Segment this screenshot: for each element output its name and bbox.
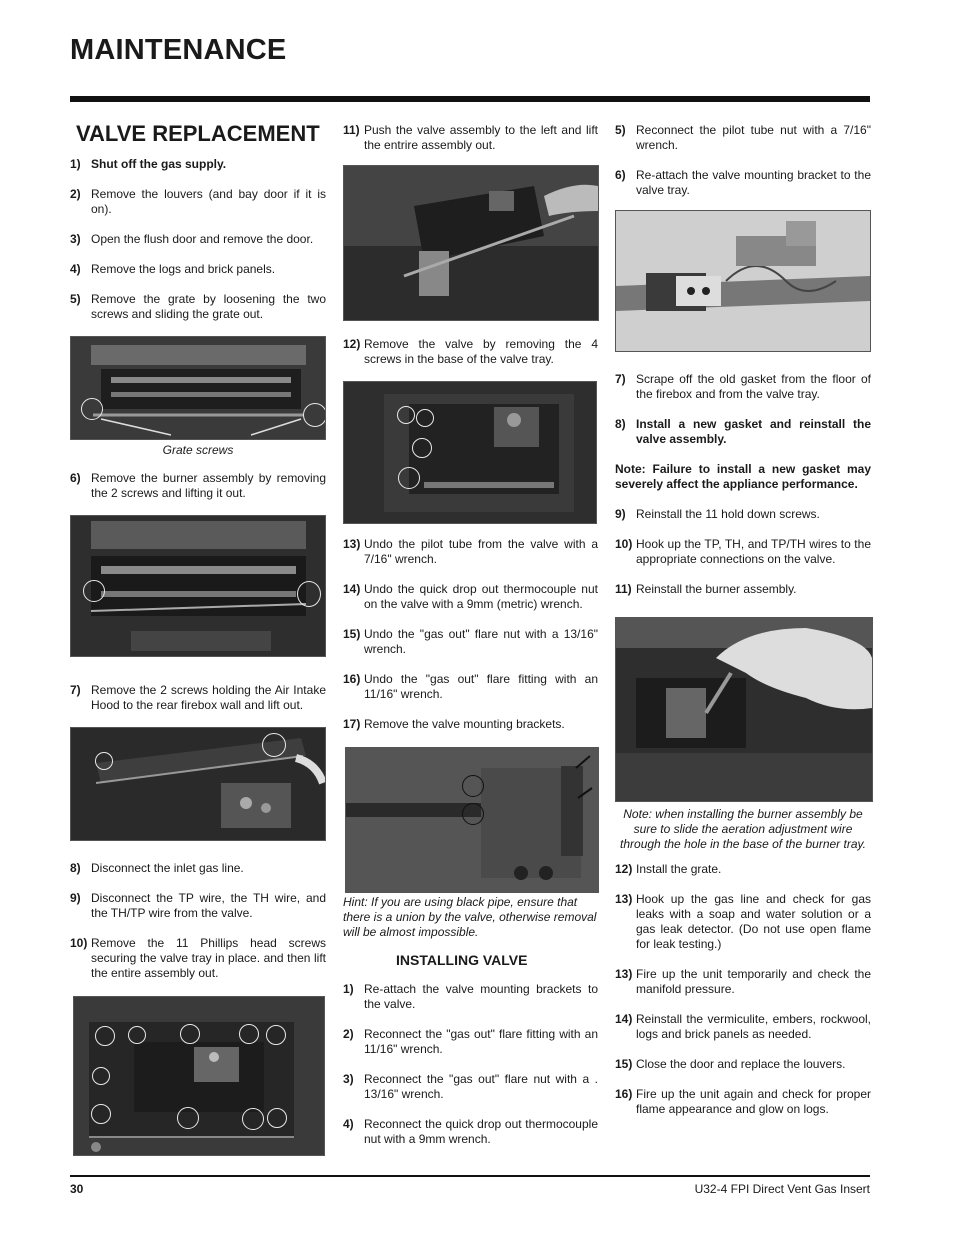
screw-marker-circle: [462, 775, 484, 797]
step-text: Re-attach the valve mounting bracket to the valve tray.: [636, 168, 871, 197]
top-divider: [70, 96, 870, 102]
valve-assembly-photo-art: [344, 166, 598, 320]
screw-marker-circle: [412, 438, 432, 458]
burner-install-caption: Note: when installing the burner assembly be sure to slide the aeration adjustment wire through the hole in the base of the burner tray.: [620, 807, 866, 851]
step-text: Hook up the gas line and check for gas leaks with a soap and water solution or a gas leak detector. (Do not use open flame for leak testing.): [636, 892, 871, 951]
instruction-step: [615, 862, 871, 877]
step-text: Disconnect the TP wire, the TH wire, and the TH/TP wire from the valve.: [91, 891, 326, 920]
step-number: 14): [343, 582, 361, 596]
screw-marker-circle: [91, 1104, 111, 1124]
bottom-divider: [70, 1175, 870, 1177]
instruction-step: [70, 471, 326, 501]
instruction-step: [615, 582, 871, 597]
screw-marker-circle: [180, 1024, 200, 1044]
step-text: Undo the quick drop out thermocouple nut on the valve with a 9mm (metric) wrench.: [364, 582, 598, 611]
screw-marker-circle: [397, 406, 415, 424]
step-text: Hook up the TP, TH, and TP/TH wires to the appropriate connections on the valve.: [636, 537, 871, 566]
step-list: [343, 123, 598, 153]
step-text: Undo the "gas out" flare nut with a 13/16" wrench.: [364, 627, 598, 656]
instruction-step: [343, 1027, 598, 1057]
screw-marker-circle: [95, 752, 113, 770]
step-number: 7): [70, 683, 81, 697]
section-title: VALVE REPLACEMENT: [76, 121, 320, 146]
step-text: Close the door and replace the louvers.: [636, 1057, 846, 1071]
step-number: 15): [615, 1057, 633, 1071]
step-list: [615, 372, 871, 447]
step-number: 13): [615, 892, 633, 906]
step-number: 13): [343, 537, 361, 551]
instruction-step: [343, 337, 598, 367]
subsection-title: INSTALLING VALVE: [396, 952, 528, 968]
screw-marker-circle: [462, 803, 484, 825]
burner-photo: [70, 515, 326, 657]
step-list: [615, 862, 871, 1117]
instruction-step: [70, 891, 326, 921]
step-text: Reconnect the pilot tube nut with a 7/16" wrench.: [636, 123, 871, 152]
instruction-step: [343, 537, 598, 567]
step-text: Reinstall the vermiculite, embers, rockwool, logs and brick panels as needed.: [636, 1012, 871, 1041]
page-number: 30: [70, 1182, 84, 1196]
page-title: MAINTENANCE: [70, 34, 287, 66]
screw-marker-circle: [242, 1108, 264, 1130]
step-text: Scrape off the old gasket from the floor of the firebox and from the valve tray.: [636, 372, 871, 401]
step-list: [343, 982, 598, 1147]
step-text: Undo the pilot tube from the valve with a 7/16" wrench.: [364, 537, 598, 566]
screw-marker-circle: [83, 580, 105, 602]
instruction-step: [343, 582, 598, 612]
step-number: 1): [343, 982, 354, 996]
screw-marker-circle: [262, 733, 286, 757]
step-number: 16): [343, 672, 361, 686]
step-text: Open the flush door and remove the door.: [91, 232, 314, 246]
step-number: 7): [615, 372, 626, 386]
step-number: 4): [70, 262, 81, 276]
screw-marker-circle: [398, 467, 420, 489]
hint-text: Hint: If you are using black pipe, ensure that there is a union by the valve, otherwise removal will be almost impossible.: [343, 895, 597, 939]
instruction-step: [70, 936, 326, 981]
burner-install-photo: [615, 617, 873, 802]
pilot-tube-photo: [615, 210, 871, 352]
screw-marker-circle: [177, 1107, 199, 1129]
step-text: Fire up the unit temporarily and check the manifold pressure.: [636, 967, 871, 996]
instruction-step: [343, 627, 598, 657]
instruction-step: [615, 507, 871, 522]
step-number: 4): [343, 1117, 354, 1131]
instruction-step: [70, 187, 326, 217]
screw-marker-circle: [297, 581, 321, 607]
instruction-step: [615, 537, 871, 567]
column-3: [615, 120, 871, 1132]
instruction-step: [343, 1072, 598, 1102]
step-number: 13): [615, 967, 633, 981]
step-list: [70, 861, 326, 981]
gasket-note: Note: Failure to install a new gasket may severely affect the appliance performance.: [615, 462, 871, 491]
valve-tray-screws-photo: [73, 996, 325, 1156]
step-text: Push the valve assembly to the left and lift the entrire assembly out.: [364, 123, 598, 152]
instruction-step: [615, 1012, 871, 1042]
grate-photo-art: [71, 337, 325, 439]
step-text: Reinstall the burner assembly.: [636, 582, 797, 596]
instruction-step: [343, 672, 598, 702]
step-number: 5): [615, 123, 626, 137]
step-text: Reinstall the 11 hold down screws.: [636, 507, 820, 521]
instruction-step: [343, 1117, 598, 1147]
document-title: U32-4 FPI Direct Vent Gas Insert: [694, 1182, 870, 1196]
step-list: [70, 683, 326, 713]
step-number: 9): [70, 891, 81, 905]
column-1: [70, 120, 326, 1156]
step-number: 9): [615, 507, 626, 521]
screw-marker-circle: [303, 403, 326, 427]
instruction-step: [70, 262, 326, 277]
instruction-step: [615, 123, 871, 153]
step-text: Remove the louvers (and bay door if it is on).: [91, 187, 326, 216]
step-list: [70, 471, 326, 501]
instruction-step: [615, 372, 871, 402]
instruction-step: [615, 168, 871, 198]
step-number: 2): [70, 187, 81, 201]
step-text: Reconnect the "gas out" flare fitting with an 11/16" wrench.: [364, 1027, 598, 1056]
valve-brackets-photo: [345, 747, 599, 893]
instruction-step: [615, 892, 871, 952]
step-text: Fire up the unit again and check for proper flame appearance and glow on logs.: [636, 1087, 871, 1116]
burner-photo-art: [71, 516, 325, 656]
step-number: 12): [343, 337, 361, 351]
screw-marker-circle: [92, 1067, 110, 1085]
step-number: 2): [343, 1027, 354, 1041]
step-number: 15): [343, 627, 361, 641]
step-list: [615, 507, 871, 597]
step-text: Install a new gasket and reinstall the valve assembly.: [636, 417, 871, 446]
valve-tray-screws-photo-art: [74, 997, 324, 1155]
instruction-step: [70, 683, 326, 713]
step-text: Remove the 11 Phillips head screws securing the valve tray in place. and then lift the entire assembly out.: [91, 936, 326, 980]
instruction-step: [343, 717, 598, 732]
step-list: [343, 537, 598, 732]
step-number: 11): [343, 123, 360, 137]
instruction-step: [343, 123, 598, 153]
step-text: Install the grate.: [636, 862, 722, 876]
step-number: 8): [615, 417, 626, 431]
step-number: 10): [70, 936, 88, 950]
instruction-step: [615, 1087, 871, 1117]
step-text: Undo the "gas out" flare fitting with an 11/16" wrench.: [364, 672, 598, 701]
air-intake-photo: [70, 727, 326, 841]
burner-install-photo-art: [616, 618, 872, 801]
instruction-step: [70, 232, 326, 247]
step-list: [615, 123, 871, 198]
valve-tray-base-photo: [343, 381, 597, 524]
step-number: 5): [70, 292, 81, 306]
grate-photo: [70, 336, 326, 440]
step-text: Re-attach the valve mounting brackets to the valve.: [364, 982, 598, 1011]
step-list: [70, 157, 326, 322]
step-list: [343, 337, 598, 367]
instruction-step: [70, 157, 326, 172]
instruction-step: [343, 982, 598, 1012]
step-number: 6): [70, 471, 81, 485]
step-number: 8): [70, 861, 81, 875]
step-number: 17): [343, 717, 361, 731]
step-text: Reconnect the "gas out" flare nut with a . 13/16" wrench.: [364, 1072, 598, 1101]
screw-marker-circle: [267, 1108, 287, 1128]
step-text: Disconnect the inlet gas line.: [91, 861, 244, 875]
air-intake-photo-art: [71, 728, 325, 840]
instruction-step: [615, 967, 871, 997]
screw-marker-circle: [95, 1026, 115, 1046]
pilot-tube-photo-art: [616, 211, 870, 351]
step-number: 1): [70, 157, 81, 171]
step-number: 3): [70, 232, 81, 246]
step-number: 3): [343, 1072, 354, 1086]
instruction-step: [70, 292, 326, 322]
step-text: Remove the valve mounting brackets.: [364, 717, 565, 731]
screw-marker-circle: [416, 409, 434, 427]
step-number: 16): [615, 1087, 633, 1101]
instruction-step: [615, 417, 871, 447]
valve-assembly-photo: [343, 165, 599, 321]
step-number: 14): [615, 1012, 633, 1026]
screw-marker-circle: [81, 398, 103, 420]
step-number: 10): [615, 537, 633, 551]
column-2: [343, 120, 598, 1162]
step-text: Shut off the gas supply.: [91, 157, 227, 171]
step-text: Remove the grate by loosening the two screws and sliding the grate out.: [91, 292, 326, 321]
step-number: 12): [615, 862, 633, 876]
screw-marker-circle: [266, 1025, 286, 1045]
instruction-step: [615, 1057, 871, 1072]
step-text: Remove the 2 screws holding the Air Intake Hood to the rear firebox wall and lift out.: [91, 683, 326, 712]
valve-tray-base-photo-art: [344, 382, 596, 523]
step-text: Remove the valve by removing the 4 screws in the base of the valve tray.: [364, 337, 598, 366]
step-number: 11): [615, 582, 632, 596]
step-text: Remove the burner assembly by removing the 2 screws and lifting it out.: [91, 471, 326, 500]
step-number: 6): [615, 168, 626, 182]
instruction-step: [70, 861, 326, 876]
step-text: Remove the logs and brick panels.: [91, 262, 276, 276]
step-text: Reconnect the quick drop out thermocouple nut with a 9mm wrench.: [364, 1117, 598, 1146]
grate-caption: Grate screws: [162, 443, 234, 457]
screw-marker-circle: [128, 1026, 146, 1044]
screw-marker-circle: [239, 1024, 259, 1044]
